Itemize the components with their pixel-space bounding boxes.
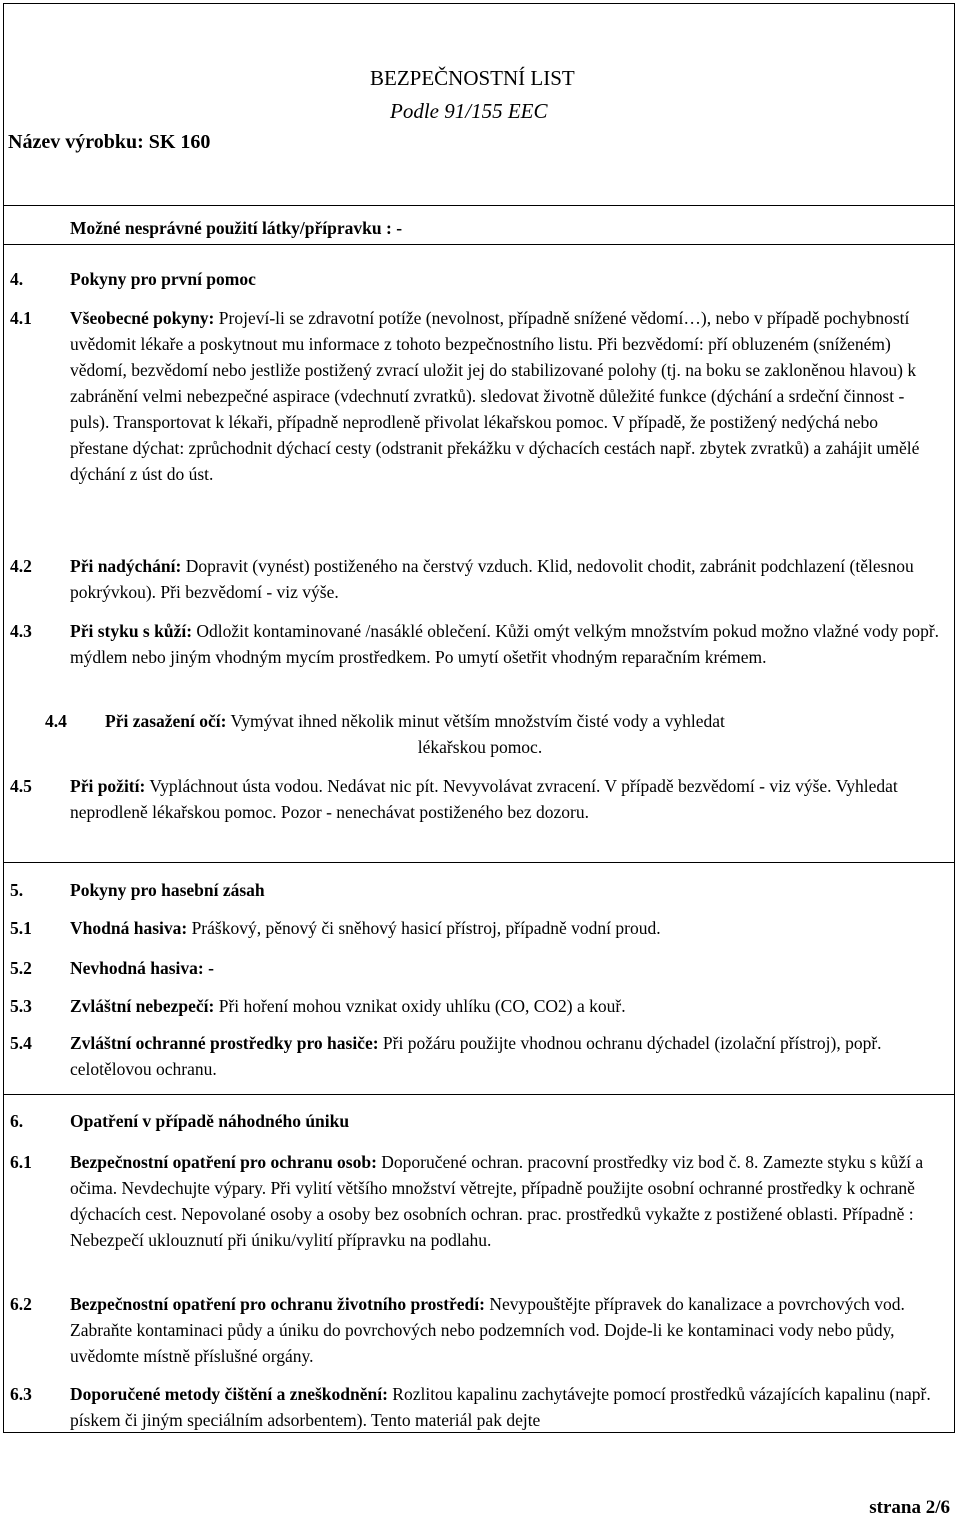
item-label: Vhodná hasiva:: [70, 918, 188, 938]
item-text: Dopravit (vynést) postiženého na čerstvý vzduch. Klid, nedovolit chodit, zabránit podchlazení (tělesnou pokrývkou). Při bezvědomí - viz výše.: [70, 556, 914, 602]
item-5-1: 5.1 Vhodná hasiva: Práškový, pěnový či sněhový hasicí přístroj, případně vodní proud.: [10, 918, 661, 938]
divider: [3, 862, 955, 863]
divider: [3, 244, 955, 245]
item-label: Při zasažení očí:: [105, 711, 227, 731]
item-label: Doporučené metody čištění a zneškodnění:: [70, 1384, 388, 1404]
item-text: Při požáru použijte vhodnou ochranu dýchadel (izolační přístroj), popř. celotělovou ochranu.: [70, 1033, 882, 1079]
item-4-4: 4.4 Při zasažení očí: Vymývat ihned několik minut větším množstvím čisté vody a vyhledat lékařskou pomoc.: [45, 708, 960, 760]
item-4-1: 4.1 Všeobecné pokyny: Projeví-li se zdravotní potíže (nevolnost, případně snížené vědomí…), nebo v případě pochybností uvědomit lékaře a poskytnout mu informace z tohoto bezpečnostního listu. Při bezvědomí: pří obluzeném (sníženém) vědomí, bezvědomí nebo jestliže postižený zvrací uložit jej do stabilizované polohy (tj. na boku se zakloněnou hlavou) k zabránění velmi nebezpečné aspirace (vdechnutí zvratků). sledovat životně důležité funkce (dýchání a srdeční činnost - puls). Transportovat k lékaři, případně neprodleně přivolat lékařskou pomoc. V případě, že postižený nedýchá nebo přestane dýchat: zprůchodnit dýchací cesty (odstranit překážku v dýchacích cestách např. zbytek zvratků) a zahájit umělé dýchání z úst do úst.: [10, 308, 920, 484]
item-5-3: 5.3 Zvláštní nebezpečí: Při hoření mohou vznikat oxidy uhlíku (CO, CO2) a kouř.: [10, 996, 626, 1016]
item-label: Při požití:: [70, 776, 146, 796]
item-text: Nevypouštějte přípravek do kanalizace a povrchových vod. Zabraňte kontaminaci půdy a úniku do povrchových nebo podzemních vod. Dojde-li ke kontaminaci vody nebo půdy, uvědomte místně příslušné orgány.: [70, 1294, 905, 1366]
item-4-3: 4.3 Při styku s kůží: Odložit kontaminované /nasáklé oblečení. Kůži omýt velkým množstvím pokud možno vlažné vody popř. mýdlem nebo jiným vhodným mycím prostředkem. Po umytí ošetřit vhodným reparačním krémem.: [10, 621, 940, 667]
item-text: Rozlitou kapalinu zachytávejte pomocí prostředků vázajících kapalinu (např. pískem či jiným speciálním adsorbentem). Tento materiál pak dejte: [70, 1384, 931, 1430]
item-label: Bezpečnostní opatření pro ochranu osob:: [70, 1152, 377, 1172]
item-5-4: 5.4 Zvláštní ochranné prostředky pro hasiče: Při požáru použijte vhodnou ochranu dýchadel (izolační přístroj), popř. celotělovou ochranu.: [10, 1033, 882, 1079]
item-6-2: 6.2 Bezpečnostní opatření pro ochranu životního prostředí: Nevypouštějte přípravek do kanalizace a povrchových vod. Zabraňte kontaminaci půdy a úniku do povrchových nebo podzemních vod. Dojde-li ke kontaminaci vody nebo půdy, uvědomte místně příslušné orgány.: [10, 1294, 905, 1366]
item-4-2: 4.2 Při nadýchání: Dopravit (vynést) postiženého na čerstvý vzduch. Klid, nedovolit chodit, zabránit podchlazení (tělesnou pokrývkou). Při bezvědomí - viz výše.: [10, 556, 914, 602]
item-label: Nevhodná hasiva: -: [70, 958, 214, 978]
item-text: Práškový, pěnový či sněhový hasicí přístroj, případně vodní proud.: [191, 918, 661, 938]
item-text: Vypláchnout ústa vodou. Nedávat nic pít. Nevyvolávat zvracení. V případě bezvědomí - viz výše. Vyhledat neprodleně lékařskou pomoc. Pozor - nenechávat postiženého bez dozoru.: [70, 776, 898, 822]
section-4-heading: 4. Pokyny pro první pomoc: [10, 269, 256, 289]
divider: [3, 1094, 955, 1095]
item-text: Odložit kontaminované /nasáklé oblečení. Kůži omýt velkým množstvím pokud možno vlažné vody popř. mýdlem nebo jiným vhodným mycím prostředkem. Po umytí ošetřit vhodným reparačním krémem.: [70, 621, 940, 667]
item-text: Při hoření mohou vznikat oxidy uhlíku (CO, CO2) a kouř.: [218, 996, 626, 1016]
item-text: Doporučené ochran. pracovní prostředky viz bod č. 8. Zamezte styku s kůží a očima. Nevdechujte výpary. Při vylití většího množství větrejte, případně použijte osobní ochranné prostředky k ochraně dýchacích cest. Nepovolané osoby a osoby bez osobních ochran. prac. prostředků vykažte z postižené oblasti. Případně : Nebezpečí uklouznutí při úniku/vylití přípravku na podlahu.: [70, 1152, 924, 1250]
item-text-cont: lékařskou pomoc.: [417, 737, 543, 757]
item-label: Zvláštní nebezpečí:: [70, 996, 215, 1016]
item-6-1: 6.1 Bezpečnostní opatření pro ochranu osob: Doporučené ochran. pracovní prostředky viz bod č. 8. Zamezte styku s kůží a očima. Nevdechujte výpary. Při vylití většího množství větrejte, případně použijte osobní ochranné prostředky k ochraně dýchacích cest. Nepovolané osoby a osoby bez osobních ochran. prac. prostředků vykažte z postižené oblasti. Případně : Nebezpečí uklouznutí při úniku/vylití přípravku na podlahu.: [10, 1152, 924, 1250]
item-label: Bezpečnostní opatření pro ochranu životního prostředí:: [70, 1294, 485, 1314]
item-text: Vymývat ihned několik minut větším množstvím čisté vody a vyhledat: [230, 711, 725, 731]
item-label: Všeobecné pokyny:: [70, 308, 215, 328]
misuse-line: Možné nesprávné použití látky/přípravku : -: [70, 218, 403, 238]
item-6-3: 6.3 Doporučené metody čištění a zneškodnění: Rozlitou kapalinu zachytávejte pomocí prostředků vázajících kapalinu (např. pískem či jiným speciálním adsorbentem). Tento materiál pak dejte: [10, 1384, 931, 1430]
item-label: Při nadýchání:: [70, 556, 182, 576]
section-6-heading: 6. Opatření v případě náhodného úniku: [10, 1111, 350, 1131]
product-name: Název výrobku: SK 160: [8, 131, 211, 153]
document-title: BEZPEČNOSTNÍ LIST: [370, 66, 575, 90]
item-4-5: 4.5 Při požití: Vypláchnout ústa vodou. Nedávat nic pít. Nevyvolávat zvracení. V případě bezvědomí - viz výše. Vyhledat neprodleně lékařskou pomoc. Pozor - nenechávat postiženého bez dozoru.: [10, 776, 898, 822]
section-5-heading: 5. Pokyny pro hasební zásah: [10, 880, 265, 900]
item-text: Projeví-li se zdravotní potíže (nevolnost, případně snížené vědomí…), nebo v případě pochybností uvědomit lékaře a poskytnout mu informace z tohoto bezpečnostního listu. Při bezvědomí: pří obluzeném (sníženém) vědomí, bezvědomí nebo jestliže postižený zvrací uložit jej do stabilizované polohy (tj. na boku se zakloněnou hlavou) k zabránění velmi nebezpečné aspirace (vdechnutí zvratků). sledovat životně důležité funkce (dýchání a srdeční činnost - puls). Transportovat k lékaři, případně neprodleně přivolat lékařskou pomoc. V případě, že postižený nedýchá nebo přestane dýchat: zprůchodnit dýchací cesty (odstranit překážku v dýchacích cestách např. zbytek zvratků) a zahájit umělé dýchání z úst do úst.: [70, 308, 920, 484]
item-5-2: 5.2 Nevhodná hasiva: -: [10, 958, 214, 978]
item-label: Při styku s kůží:: [70, 621, 193, 641]
document-subtitle: Podle 91/155 EEC: [390, 99, 548, 123]
item-label: Zvláštní ochranné prostředky pro hasiče:: [70, 1033, 379, 1053]
page-number: strana 2/6: [869, 1497, 950, 1518]
